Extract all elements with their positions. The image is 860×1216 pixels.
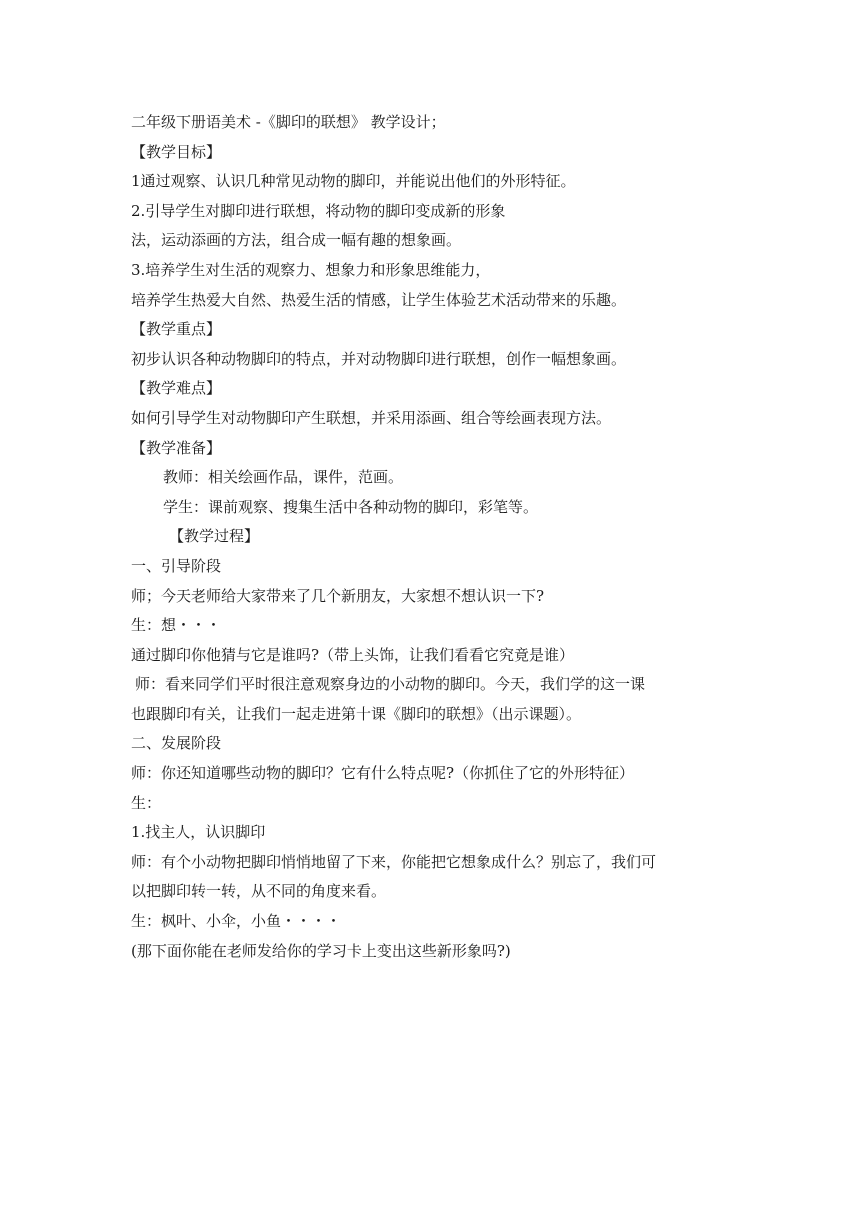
key-points-text: 初步认识各种动物脚印的特点，并对动物脚印进行联想，创作一幅想象画。 bbox=[131, 349, 627, 368]
guess-prompt: 通过脚印你他猜与它是谁吗?（带上头饰，让我们看看它究竟是谁） bbox=[131, 645, 575, 664]
section-heading-objectives: 【教学目标】 bbox=[131, 142, 222, 161]
objective-2-continued: 法，运动添画的方法，组合成一幅有趣的想象画。 bbox=[131, 231, 462, 250]
section-heading-difficulties: 【教学难点】 bbox=[131, 379, 222, 398]
dialogue-teacher-2-continued: 也跟脚印有关，让我们一起走进第十课《脚印的联想》（出示课题）。 bbox=[131, 704, 582, 723]
dialogue-student-1: 生：想・・・ bbox=[131, 616, 222, 635]
section-heading-process: 【教学过程】 bbox=[169, 527, 260, 546]
activity-1-heading: 1.找主人，认识脚印 bbox=[131, 823, 266, 842]
dialogue-teacher-3: 师：你还知道哪些动物的脚印？它有什么特点呢?（你抓住了它的外形特征） bbox=[131, 764, 635, 783]
dialogue-teacher-2: 师：看来同学们平时很注意观察身边的小动物的脚印。今天，我们学的这一课 bbox=[135, 675, 646, 694]
document-title: 二年级下册语美术 -《脚印的联想》 教学设计； bbox=[131, 113, 446, 131]
preparation-student: 学生：课前观察、搜集生活中各种动物的脚印，彩笔等。 bbox=[163, 497, 539, 516]
objective-1: 1通过观察、认识几种常见动物的脚印，并能说出他们的外形特征。 bbox=[131, 172, 576, 191]
difficulties-text: 如何引导学生对动物脚印产生联想，并采用添画、组合等绘画表现方法。 bbox=[131, 408, 612, 427]
objective-3: 3.培养学生对生活的观察力、想象力和形象思维能力， bbox=[131, 260, 491, 279]
dialogue-teacher-1: 师；今天老师给大家带来了几个新朋友，大家想不想认识一下? bbox=[131, 586, 545, 605]
stage-1-heading: 一、引导阶段 bbox=[131, 556, 222, 575]
dialogue-teacher-4: 师：有个小动物把脚印悄悄地留了下来，你能把它想象成什么？别忘了，我们可 bbox=[131, 852, 657, 871]
learning-card-prompt: (那下面你能在老师发给你的学习卡上变出这些新形象吗?) bbox=[131, 941, 511, 960]
dialogue-student-2: 生： bbox=[131, 793, 162, 812]
section-heading-preparation: 【教学准备】 bbox=[131, 438, 222, 457]
objective-2: 2.引导学生对脚印进行联想，将动物的脚印变成新的形象 bbox=[131, 201, 506, 220]
section-heading-key-points: 【教学重点】 bbox=[131, 320, 222, 339]
dialogue-student-3: 生：枫叶、小伞，小鱼・・・・ bbox=[131, 912, 342, 931]
preparation-teacher: 教师：相关绘画作品，课件，范画。 bbox=[163, 468, 404, 487]
stage-2-heading: 二、发展阶段 bbox=[131, 734, 222, 753]
objective-3-continued: 培养学生热爱大自然、热爱生活的情感，让学生体验艺术活动带来的乐趣。 bbox=[131, 290, 627, 309]
dialogue-teacher-4-continued: 以把脚印转一转，从不同的角度来看。 bbox=[131, 882, 387, 901]
lesson-plan-body bbox=[131, 108, 751, 966]
